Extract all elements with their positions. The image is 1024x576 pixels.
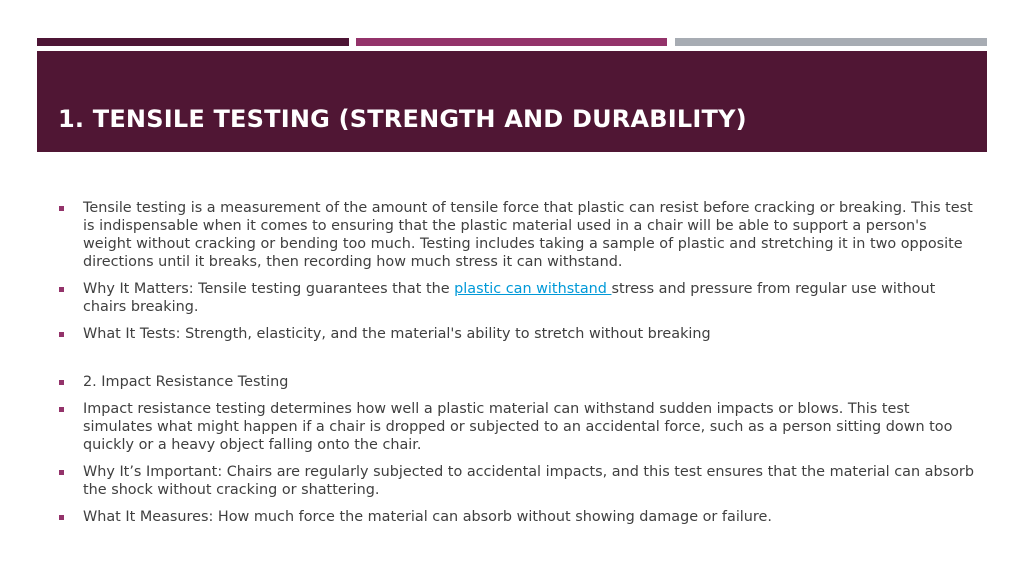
bullet-item-impact-definition [59, 400, 979, 454]
header-stripe-dark [37, 38, 349, 46]
plastic-can-withstand-link[interactable]: plastic can withstand [454, 281, 612, 297]
bullet-item-why-it-matters [59, 280, 979, 316]
square-bullet-icon [59, 206, 64, 211]
bullet-text: What It Tests: Strength, elasticity, and the material's ability to stretch without breaking [83, 326, 711, 342]
bullet-text: Why It’s Important: Chairs are regularly subjected to accidental impacts, and this test ensures that the material can absorb the shock without cracking or shattering. [83, 464, 974, 498]
square-bullet-icon [59, 332, 64, 337]
bullet-item-why-important [59, 463, 979, 499]
bullet-list [59, 199, 979, 535]
square-bullet-icon [59, 380, 64, 385]
square-bullet-icon [59, 515, 64, 520]
slide-title: 1. TENSILE TESTING (STRENGTH AND DURABILITY) [58, 105, 747, 133]
bullet-text-before-link: Why It Matters: Tensile testing guarantees that the [83, 281, 455, 297]
bullet-item-what-it-tests [59, 325, 979, 343]
bullet-item-what-it-measures [59, 508, 979, 526]
bullet-text: 2. Impact Resistance Testing [83, 374, 289, 390]
bullet-item-impact-heading [59, 373, 979, 391]
bullet-text: Impact resistance testing determines how well a plastic material can withstand sudden impacts or blows. This test simulates what might happen if a chair is dropped or subjected to an accidental force, such as a person sitting down too quickly or a heavy object falling onto the chair. [83, 401, 953, 453]
square-bullet-icon [59, 470, 64, 475]
header-stripe-accent [356, 38, 667, 46]
bullet-item-tensile-definition [59, 199, 979, 271]
bullet-text: Tensile testing is a measurement of the amount of tensile force that plastic can resist before cracking or breaking. This test is indispensable when it comes to ensuring that the plastic material used in a chair will be able to support a person's weight without cracking or bending too much. Testing includes taking a sample of plastic and stretching it in two opposite directions until it breaks, then recording how much stress it can withstand. [83, 200, 973, 270]
square-bullet-icon [59, 287, 64, 292]
square-bullet-icon [59, 407, 64, 412]
title-bar [37, 51, 987, 152]
bullet-text-after-link: stress and pressure from regular use without chairs breaking. [83, 281, 936, 315]
bullet-text: What It Measures: How much force the material can absorb without showing damage or failure. [83, 509, 772, 525]
header-stripe-gray [675, 38, 987, 46]
